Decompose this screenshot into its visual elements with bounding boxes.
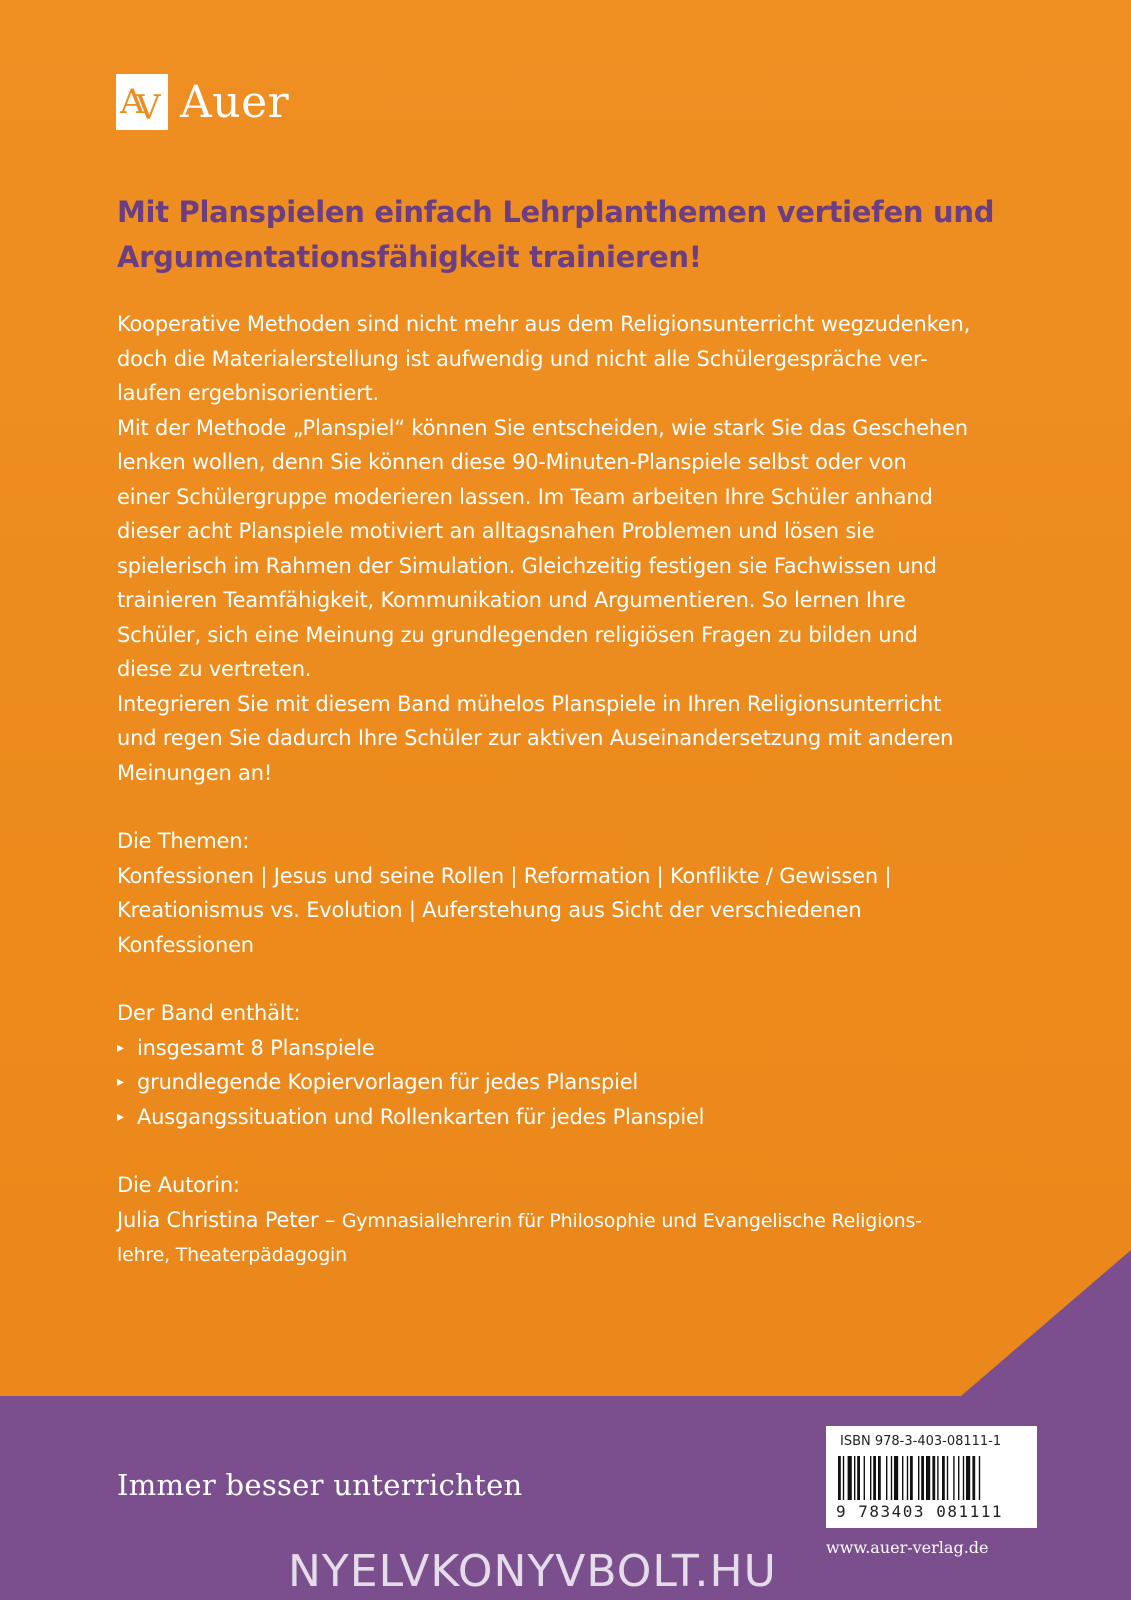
- publisher-name: Auer: [180, 76, 290, 128]
- text-line: trainieren Teamfähigkeit, Kommunikation und Argumentieren. So lernen Ihre: [117, 588, 906, 612]
- themes-line: Konfessionen | Jesus und seine Rollen | Reformation | Konflikte / Gewissen |: [117, 863, 892, 888]
- author-description: Gymnasiallehrerin für Philosophie und Evangelische Religions-: [341, 1209, 922, 1232]
- text-line: diese zu vertreten.: [117, 657, 312, 681]
- barcode: [826, 1426, 1037, 1528]
- publisher-url: www.auer-verlag.de: [826, 1538, 989, 1557]
- bullet-arrow-icon: ▸: [117, 1108, 124, 1125]
- headline: [117, 190, 1017, 280]
- themes-line: Kreationismus vs. Evolution | Auferstehung aus Sicht der verschiedenen: [117, 898, 862, 922]
- description-text: [117, 307, 1037, 790]
- text-line: Mit der Methode „Planspiel“ können Sie entscheiden, wie stark Sie das Geschehen: [117, 415, 968, 440]
- av-logo-icon: [116, 74, 168, 130]
- barcode-bars: [838, 1456, 1026, 1500]
- list-item: [117, 1065, 1037, 1100]
- bullet-arrow-icon: ▸: [117, 1074, 124, 1090]
- logo-letter-v: V: [136, 88, 161, 128]
- contents-label: Der Band enthält:: [117, 1001, 301, 1025]
- text-line: und regen Sie dadurch Ihre Schüler zur aktiven Auseinandersetzung mit anderen: [117, 726, 954, 750]
- description: [117, 307, 1037, 1273]
- text-line: laufen ergebnisorientiert.: [117, 381, 380, 405]
- text-line: doch die Materialerstellung ist aufwendig und nicht alle Schülergespräche ver-: [117, 346, 928, 371]
- list-item-text: Ausgangssituation und Rollenkarten für jedes Planspiel: [137, 1104, 705, 1129]
- themes-line: Konfessionen: [117, 932, 254, 957]
- bullet-arrow-icon: ▸: [117, 1039, 124, 1056]
- text-line: lenken wollen, denn Sie können diese 90-Minuten-Planspiele selbst oder von: [117, 450, 907, 474]
- text-line: dieser acht Planspiele motiviert an alltagsnahen Problemen und lösen sie: [117, 519, 875, 543]
- list-item-text: grundlegende Kopiervorlagen für jedes Planspiel: [137, 1070, 639, 1094]
- themes-label: Die Themen:: [117, 829, 250, 853]
- author-label: Die Autorin:: [117, 1173, 240, 1197]
- author-section: [117, 1168, 1037, 1273]
- text-line: Meinungen an!: [117, 760, 273, 785]
- themes-section: [117, 824, 1037, 962]
- list-item: [117, 1100, 1037, 1135]
- headline-line: Argumentationsfähigkeit trainieren!: [117, 240, 702, 274]
- text-line: Integrieren Sie mit diesem Band mühelos Planspiele in Ihren Religionsunterricht: [117, 691, 942, 716]
- text-line: spielerisch im Rahmen der Simulation. Gleichzeitig festigen sie Fachwissen und: [117, 553, 937, 578]
- list-item-text: insgesamt 8 Planspiele: [137, 1035, 375, 1060]
- logo-letter-a: A: [120, 82, 145, 122]
- contents-section: [117, 996, 1037, 1134]
- text-line: Kooperative Methoden sind nicht mehr aus dem Religionsunterricht wegzudenken,: [117, 312, 971, 336]
- isbn: ISBN 978-3-403-08111-1: [840, 1434, 1002, 1449]
- list-item: [117, 1031, 1037, 1066]
- barcode-digits: 9 783403 081111: [836, 1502, 1003, 1521]
- text-line: einer Schülergruppe moderieren lassen. Im Team arbeiten Ihre Schüler anhand: [117, 484, 933, 509]
- watermark: NYELVKONYVBOLT.HU: [288, 1546, 777, 1597]
- publisher-logo: [116, 74, 289, 130]
- headline-line: Mit Planspielen einfach Lehrplanthemen vertiefen und: [117, 195, 995, 229]
- slogan: Immer besser unterrichten: [117, 1468, 523, 1502]
- author-description: lehre, Theaterpädagogin: [117, 1244, 347, 1266]
- author-name: Julia Christina Peter –: [117, 1207, 336, 1232]
- contents-list: [117, 1031, 1037, 1135]
- text-line: Schüler, sich eine Meinung zu grundlegenden religiösen Fragen zu bilden und: [117, 622, 918, 647]
